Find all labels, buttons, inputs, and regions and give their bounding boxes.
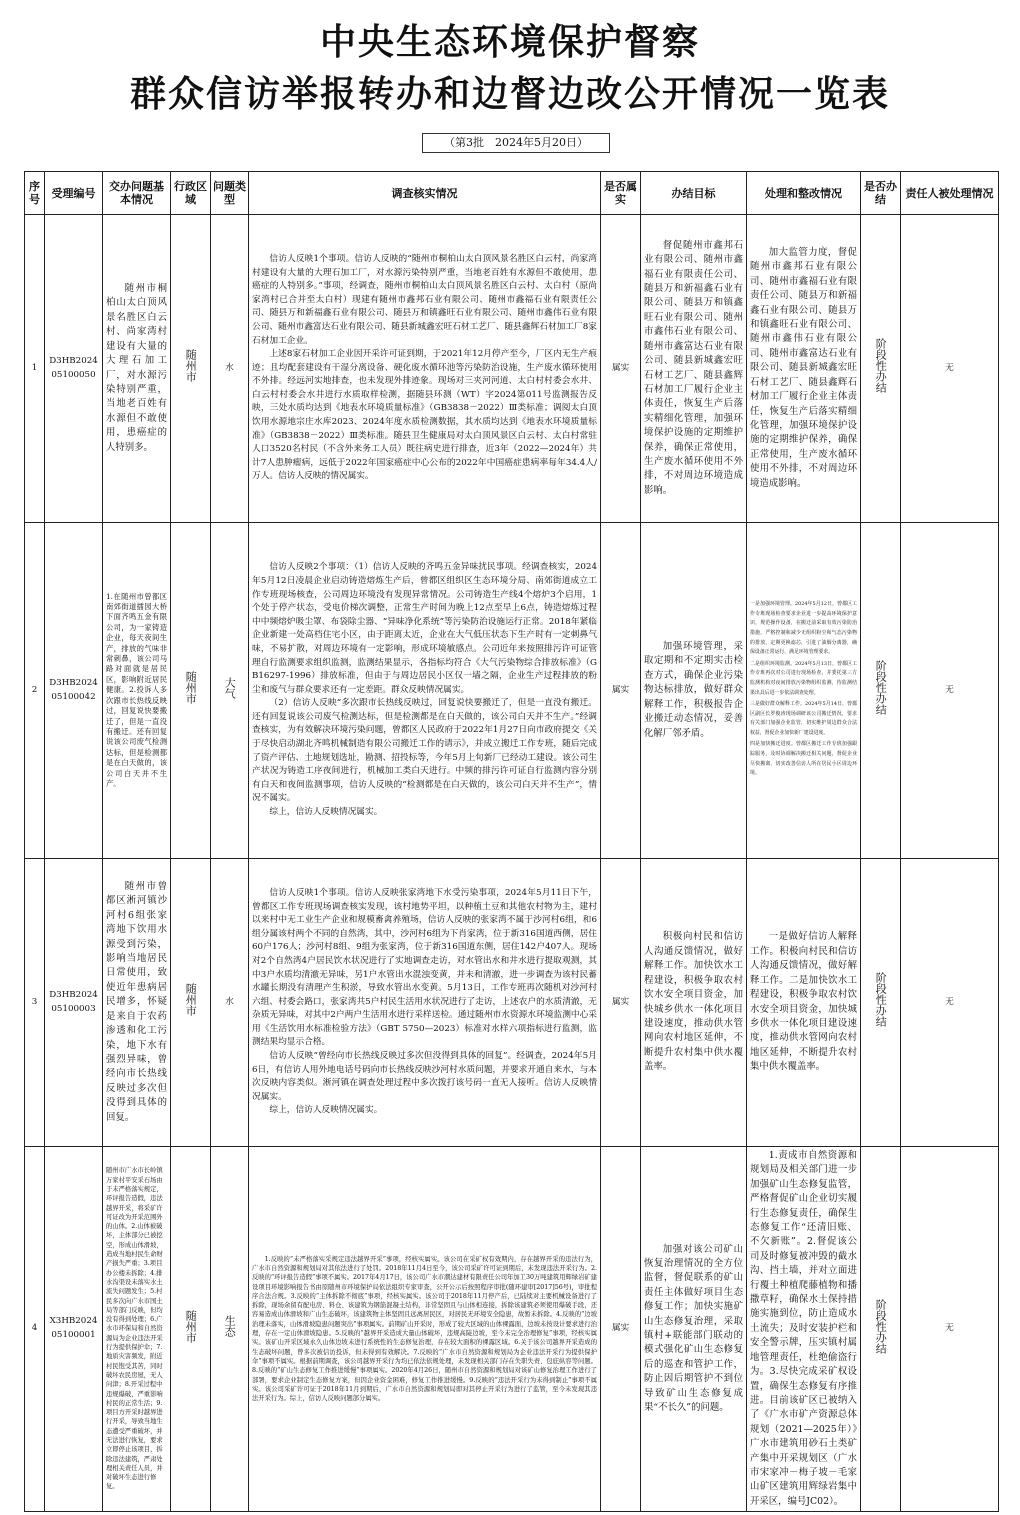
cell-target: 加强对该公司矿山恢复治理情况的全方位监督，督促联系的矿山责任主体做好项目生态修复工作；加快实施矿山生态修复治理，采取镇村+联能部门联动的模式强化矿山生态修复后的巡查和管护工作，防止因后期管护不到位导致矿山生态修复成果“不长久”的问题。	[641, 1147, 747, 1512]
cell-region	[171, 859, 211, 1147]
header-region: 行政区域	[171, 172, 211, 215]
investigation-paragraph: 综上，信访人反映情况属实。	[269, 807, 383, 818]
cell-id: X3HB202405100001	[45, 1147, 103, 1512]
investigation-paragraph: 信访人反映1个事项。信访人反映张家湾地下水受污染事项，2024年5月11日下午，曾都区工作专班现场调查核实发现，该村地势平坦，以种植土豆和其他农村物为主，建村以来村中无工业生产企业和规模畜禽养殖场，信访人反映的张家湾不属于沙河村6组，和6组分属该村两个不同的自然湾，其中，沙河村6组为下肖家湾，位于新316国道西侧，居住60户176人；沙河村8组、9组为张家湾，位于新316国道东侧，居住142户407人。现场对2个自然湾4户居民饮水状况进行了实地调查走访，对水管出水和井水进行提取观测，其中3户水质均清澈无异味，另1户水管出水混浊变黄，并未和清澈，进一步调查为该村民蓄水罐长期没有清理产生积淤，导致水管出水变黄。5月13日，工作专班再次随机对沙河村六组、村委会路口，张家湾共5户村民生活用水状况进行了走访，上述农户的水质清澈，无杂质无异味，对其中2户两户生活用水进行采样送检。通过随州市水资源水环境监测中心采用《生活饮用水标准检验方法》（GBT 5750—2023）标准对水样六项指标进行监测，监测结果均显示合格。	[252, 887, 597, 1048]
region-text: 随州市	[184, 1309, 198, 1343]
header-problem: 交办问题基本情况	[103, 172, 171, 215]
type-text: 生态	[223, 1315, 237, 1338]
cell-target: 加强环境管理，采取定期和不定期实击检查方式，确保企业污染物达标排放，做好群众解释工作，积极报告企业搬迁动态情况，妥善化解厂邻矛盾。	[641, 523, 747, 859]
handling-paragraph: 四是加快搬迁进度。曾都区搬迁工作专班加强跟踪服务，及时协调解决搬迁相关问题，督促企业尽快搬离，切实改善信访人所在居民小区周边环境。	[750, 741, 857, 777]
cell-verified: 属实	[601, 523, 641, 859]
cell-closed	[861, 1147, 901, 1512]
cell-investigation	[249, 523, 601, 859]
batch-label: （第3批 2024年5月20日）	[422, 133, 610, 153]
cell-accountability: 无	[901, 523, 999, 859]
investigation-paragraph: 1.反映的“未严格落实采规定违法越界开采”事项，经核实属实。该公司在采矿权有效期内，存在越界开采的违法行为，广水市自然资源和规划局对其依法进行了处罚。2018年11月4日至今，该公司采矿许可证到期后，未发现违法开采行为。2.反映的“环评报告造假”事项不属实。2017年4月17日，该公司广水市潮达建材有限责任公司年加工30万吨建筑用辉绿岩矿建设项目环境影响报告书由原随州市环境保护局依法组织专家审查，公开公示后按照程序审批(随环建审[2017]56号)，审批程序合法合规。3.反映的“主体拆除不彻底”事项，经核实属实。该公司于2018年11月停产后，已陆续对主要机械设备进行了拆除，现场余留有配电房、料仓、该建筑为钢筋混凝土结构，非常坚固且与山体相连接，拆除该建筑必须使用爆破手段，还容易造成山体滑坡和广山生态破坏，该建筑物主体坚固且远离居民区，对居民无环境安全隐患，故暂未拆除。4.反映的“边坡治理未落实，山体滑坡隐患问题突出”事项属实。前期矿山开采时，形成了较大区域的山体裸露面，边坡未按设计要求进行治理，存在一定山体滑坡隐患。5.反映的“越界开采造成大量山体破坏，违规高陡边坡，至今未完全治理修复”事项，经核实属实。该矿山开采区域永久山体边坡未进行系统性的生态修复治理，存在较大面积的裸露区域。6.关于该公司越界开采造成的生态破坏问题，曾多次被信访投诉，但未得到有效解决。7.反映的“广水市自然资源和规划局为企业违法开采行为提供保护伞”事项不属实。根据前期调查，该公司越界开采行为均已依法依规处理，未发现相关部门存在失职失责、包庇纵容等问题。8.反映的“矿山生态修复工作推进缓慢”事项属实。2020年4月26日，随州市自然资源和规划局对该矿山修复治理工作进行了部署，要求企业制定生态修复方案，但因企业资金困难，修复工作推进缓慢。9.反映的“违法开采行为未得到制止”事项不属实。该公司采矿许可证于2018年11月到期后，广水市自然资源和规划局即对其停止开采行为进行了监管，至今未发现其违法开采行为。综上，信访人反映问题部分属实。	[252, 1255, 597, 1403]
cell-id: D3HB202405100003	[45, 859, 103, 1147]
header-target: 办结目标	[641, 172, 747, 215]
table-header-row	[25, 172, 999, 215]
handling-paragraph: 二是组织环境监测。2024年5月13日，曾都区工作专班再次对公司进行现场检查，并委托第三方监测机构对夜间排放污染物组织监测，待监测结果出具后进一步依法调查处理。	[750, 660, 857, 696]
cell-accountability: 无	[901, 1147, 999, 1512]
handling-paragraph: 一是加强环境管理。2024年5月12日，曾都区工作专班现场检查要求企业进一步提高环境保护意识，规范操作设备，在搬迁前采取有效污染防治措施，严格控制和减少无组织粉尘和气态污染物的排放，定期更换滤芯，引进了油烟分离器，确保设备正常运行，满足环境管理要求。	[750, 601, 857, 656]
cell-region	[171, 1147, 211, 1512]
cell-target: 积极向村民和信访人沟通反馈情况，做好解释工作。加快饮水工程建设，积极争取农村饮水安全项目资金，加快城乡供水一体化项目建设速度，推动供水管网向农村地区延伸，不断提升农村集中供水覆盖率。	[641, 859, 747, 1147]
closed-text: 阶段性办结	[874, 972, 888, 1028]
cell-seq: 4	[25, 1147, 45, 1512]
cell-problem: 随州市广水市长岭镇万家村平安采石场由于未严格落实规定，环评报告造假，违法越界开采，将采矿许可证改为开采范围外的山体。2.山体被破坏，主体部分已被挖空，形成山体滑坡，造成当地村民生命财产损失严重；3.项目办公楼未拆除；4.排水沟渠设未落实水土流失问题发生；5.村民多次向广水市国土局等部门反映，但均没有得到处理；6.广水市环保局和自然资源局为企业违法开采行为提供保护伞；7.地质灾害频发，附近村民饱受其苦，同时破坏农民房屋，无人问津；8.开采过程中违规爆破，严重影响村民的正常生活；9.项目方开采时越界进行开采，导致当地生态遭受严重破坏，并无法进行恢复，要求立即停止该项目，拆除违法建筑，严肃处理相关责任人员，并对破坏生态进行修复。	[103, 1147, 171, 1512]
header-seq: 序号	[25, 172, 45, 215]
cell-investigation	[249, 1147, 601, 1512]
petition-table	[24, 171, 999, 1512]
cell-investigation	[249, 215, 601, 523]
cell-handling: 一是做好信访人解释工作。积极向村民和信访人沟通反馈情况，做好解释工作。二是加快饮水工程建设，积极争取农村饮水安全项目资金，加快城乡供水一体化项目建设速度，推动供水管网向农村地区延伸，不断提升农村集中供水覆盖率。	[747, 859, 861, 1147]
header-accountability: 责任人被处理情况	[901, 172, 999, 215]
cell-accountability: 无	[901, 215, 999, 523]
header-id: 受理编号	[45, 172, 103, 215]
handling-paragraph: 三是做好群众解释工作。2024年5月14日，曾都区副区长罗俊涛现场调研该公司搬迁情况，要求有关部门加强企业监管，切实维护周边群众合法权益，督促企业加快新厂建设进度。	[750, 701, 857, 736]
table-row	[25, 215, 999, 523]
header-handling: 处理和整改情况	[747, 172, 861, 215]
cell-accountability: 无	[901, 859, 999, 1147]
cell-problem: 随州市桐柏山太白顶风景名胜区白云村、尚家湾村建设有大量的大理石加工厂，对水源污染特别严重，当地老百姓有水源但不敢使用，患癌症的人特别多。	[103, 215, 171, 523]
investigation-paragraph: 信访人反映“曾经向市长热线反映过多次但没得到具体的回复”。经调查，2024年5月6日，有信访人用外地电话号码向市长热线反映沙河村水质问题，并要求开通自来水，与本次反映内容类似。淅河镇在调查处理过程中多次拨打该号码一直无人接听。信访人反映情况属实。	[252, 1051, 597, 1102]
cell-region	[171, 215, 211, 523]
investigation-paragraph: （2）信访人反映“多次跟市长热线反映过，回复说快要搬迁了，但是一直没有搬迁。还有回复说该公司废气检测达标，但是检测都是在白天做的，该公司白天并不生产。”经调查核实，为有效解决环境污染问题，曾都区人民政府于2022年1月27日向市政府提交《关于尽快启动湖北齐鸣机械制造有限公司搬迁工作的请示》，并成立搬迁工作专班，随后完成了资产评估、土地规划选址，勘测、招投标等，今年5月上旬新厂已经动工建设。该公司生产状况为铸造工序夜间进行，机械加工类白天进行。中频的排污许可证自行监测内容分别有白天和夜间监测事项，信访人反映的“检测都是在白天做的，该公司白天并不生产”，情况不属实。	[252, 698, 597, 804]
cell-seq: 3	[25, 859, 45, 1147]
cell-region	[171, 523, 211, 859]
cell-closed	[861, 859, 901, 1147]
cell-verified: 属实	[601, 859, 641, 1147]
header-type: 问题类型	[211, 172, 249, 215]
cell-id: D3HB202405100042	[45, 523, 103, 859]
cell-target: 督促随州市鑫邦石业有限公司、随州市鑫福石业有限责任公司、随县万和新福鑫石业有限公司、随县万和镇鑫旺石业有限公司、随州市鑫伟石业有限公司、随州市鑫富达石业有限公司、随县新城鑫宏旺石材工艺厂、随县鑫辉石材加工厂履行企业主体责任，恢复生产后落实精细化管理，加强环境保护设施的定期维护保养，确保正常使用，生产废水循环使用不外排，不对周边环境造成影响。	[641, 215, 747, 523]
table-row	[25, 1147, 999, 1512]
cell-investigation	[249, 859, 601, 1147]
type-text: 大气	[223, 676, 237, 699]
region-text: 随州市	[184, 983, 198, 1017]
region-text: 随州市	[184, 349, 198, 383]
region-text: 随州市	[184, 671, 198, 705]
cell-problem: 随州市曾都区淅河镇沙河村6组张家湾地下饮用水源受到污染，影响当地居民日常使用，致使近年患病居民增多，怀疑是来自于农药渗透和化工污染，地下水有强烈异味，曾经向市长热线反映过多次但没得到具体的回复。	[103, 859, 171, 1147]
cell-handling: 加大监管力度，督促随州市鑫邦石业有限公司、随州市鑫福石业有限责任公司、随县万和新福鑫石业有限公司、随县万和镇鑫旺石业有限公司、随州市鑫伟石业有限公司、随州市鑫富达石业有限公司、随县新城鑫宏旺石材工艺厂、随县鑫辉石材加工厂履行企业主体责任，恢复生产后落实精细化管理，加强环境保护设施的定期维护保养，确保正常使用，生产废水循环使用不外排，不对周边环境造成影响。	[747, 215, 861, 523]
cell-type	[211, 1147, 249, 1512]
cell-problem: 1.在随州市曾都区南郊街道擂园大桥下面齐鸣五金有限公司，为一家铸造企业，每天夜间生产，排放的气味非常刺鼻，该公司马路对面就是居民区，影响附近居民健康。2.投诉人多次跟市长热线反映过，回复说快要搬迁了，但是一直没有搬迁。还有回复说该公司废气检测达标，但是检测都是在白天做的，该公司白天并不生产。	[103, 523, 171, 859]
investigation-paragraph: 信访人反映2个事项：（1）信访人反映的齐鸣五金异味扰民事项。经调查核实，2024年5月12日凌晨企业启动铸造熔炼生产后，曾都区组织区生态环境分局、南郊街道成立工作专班现场核查，公司周边环境没有发现异常情况。公司铸造生产线4个熔炉3个启用，1个处于停产状态，受电价梯次调整，正常生产时间为晚上12点至早上6点，铸造熔炼过程中中频熔炉吸尘罩、布袋除尘器、“异味净化系统”等污染防治设施运行正常。2018年紧临企业新建一处高档住宅小区，由于距离太近，企业在大气低压状态下生产时有一定刺鼻气味，不易扩散，对周边环境有一定影响，形成环境敏感点。公司近年来按照排污许可证管理自行监测要求组织监测，监测结果显示，各指标均符合《大气污染物综合排放标准》（GB16297-1996）排放标准，但由于与周边居民小区仅一墙之隔，企业生产过程排放的粉尘和废气与群众要求还有一定差距。群众反映情况属实。	[252, 562, 597, 695]
cell-type	[211, 523, 249, 859]
cell-closed	[861, 523, 901, 859]
header-closed: 是否办结	[861, 172, 901, 215]
cell-handling: 1.责成市自然资源和规划局及相关部门进一步加强矿山生态修复监管，严格督促矿山企业切实履行生态修复责任，确保生态修复工作“还清旧账、不欠新账”。2.督促该公司及时修复被冲毁的截水沟、挡土墙，并对立面进行覆土种植爬藤植物和播撒草籽，确保水土保持措施实施到位，防止造成水土流失；及时安装护栏和安全警示牌，压实镇村属地管理责任，杜绝偷盗行为。3.尽快完成采矿权设置，确保生态修复有序推进。目前该矿区已被纳入了《广水市矿产资源总体规划（2021—2025年）》广水市建筑用砂石土类矿产集中开采规划区（广水市宋家冲－梅子坡－毛家山矿区建筑用辉绿岩集中开采区，编号JC02）。	[747, 1147, 861, 1512]
cell-id: D3HB202405100050	[45, 215, 103, 523]
investigation-paragraph: 信访人反映1个事项。信访人反映的“随州市桐柏山太白顶风景名胜区白云村，尚家湾村建设有大量的大理石加工厂，对水源污染特别严重，当地老百姓有水源但不敢使用，患癌症的人特别多。”事项，经调查，随州市桐柏山太白顶风景名胜区白云村、太白村（原尚家湾村已合并至太白村）现建有随州市鑫邦石业有限公司、随州市鑫福石业有限责任公司、随县万和新福鑫石业有限公司、随县万和镇鑫旺石业有限公司、随州市鑫伟石业有限公司、随州市鑫富达石业有限公司、随县新城鑫宏旺石材工艺厂、随县鑫辉石材加工厂8家石材加工企业。	[252, 253, 597, 346]
cell-type: 水	[211, 859, 249, 1147]
investigation-paragraph: 综上，信访人反映情况属实。	[269, 1105, 383, 1116]
table-row	[25, 859, 999, 1147]
header-verified: 是否属实	[601, 172, 641, 215]
closed-text: 阶段性办结	[874, 338, 888, 394]
page-title-line1: 中央生态环境保护督察	[319, 22, 700, 63]
cell-seq: 1	[25, 215, 45, 523]
header-investigation: 调查核实情况	[249, 172, 601, 215]
cell-verified: 属实	[601, 1147, 641, 1512]
cell-handling	[747, 523, 861, 859]
cell-closed	[861, 215, 901, 523]
cell-verified: 属实	[601, 215, 641, 523]
cell-seq: 2	[25, 523, 45, 859]
closed-text: 阶段性办结	[874, 1298, 888, 1354]
investigation-paragraph: 上述8家石材加工企业因开采许可证到期，于2021年12月停产至今，厂区内无生产痕迹；且均配套建设有干湿分离设备、硬化废水循环池等污染防治设施，生产废水循环使用不外排。经远河实地排查，也未发现外排迹象。现场对三夹河河道、太白村村委会水井、白云村村委会水井进行水质取样检测，据随县环测（WT）字2024第011号监测报告反映，三处水质均达到《地表水环境质量标准》（GB3838－2022）Ⅲ类标准；调阅太白顶饮用水源地宗庄水库2023、2024年度水质检测数据，其水质均达到《地表水环境质量标准》（GB3838－2022）Ⅲ类标准。随县卫生健康局对太白顶风景区白云村、太白村常驻人口3520名村民（不含外来务工人员）既往病史进行排查，近3年（2022—2024年）共计7人患肿瘤病，远低于2022年国家癌症中心公布的2022年中国癌症患病率每年34.4人/万人。信访人反映的情况属实。	[252, 349, 597, 482]
table-row	[25, 523, 999, 859]
page-title-line2: 群众信访举报转办和边督边改公开情况一览表	[129, 74, 890, 115]
closed-text: 阶段性办结	[874, 660, 888, 716]
cell-type: 水	[211, 215, 249, 523]
